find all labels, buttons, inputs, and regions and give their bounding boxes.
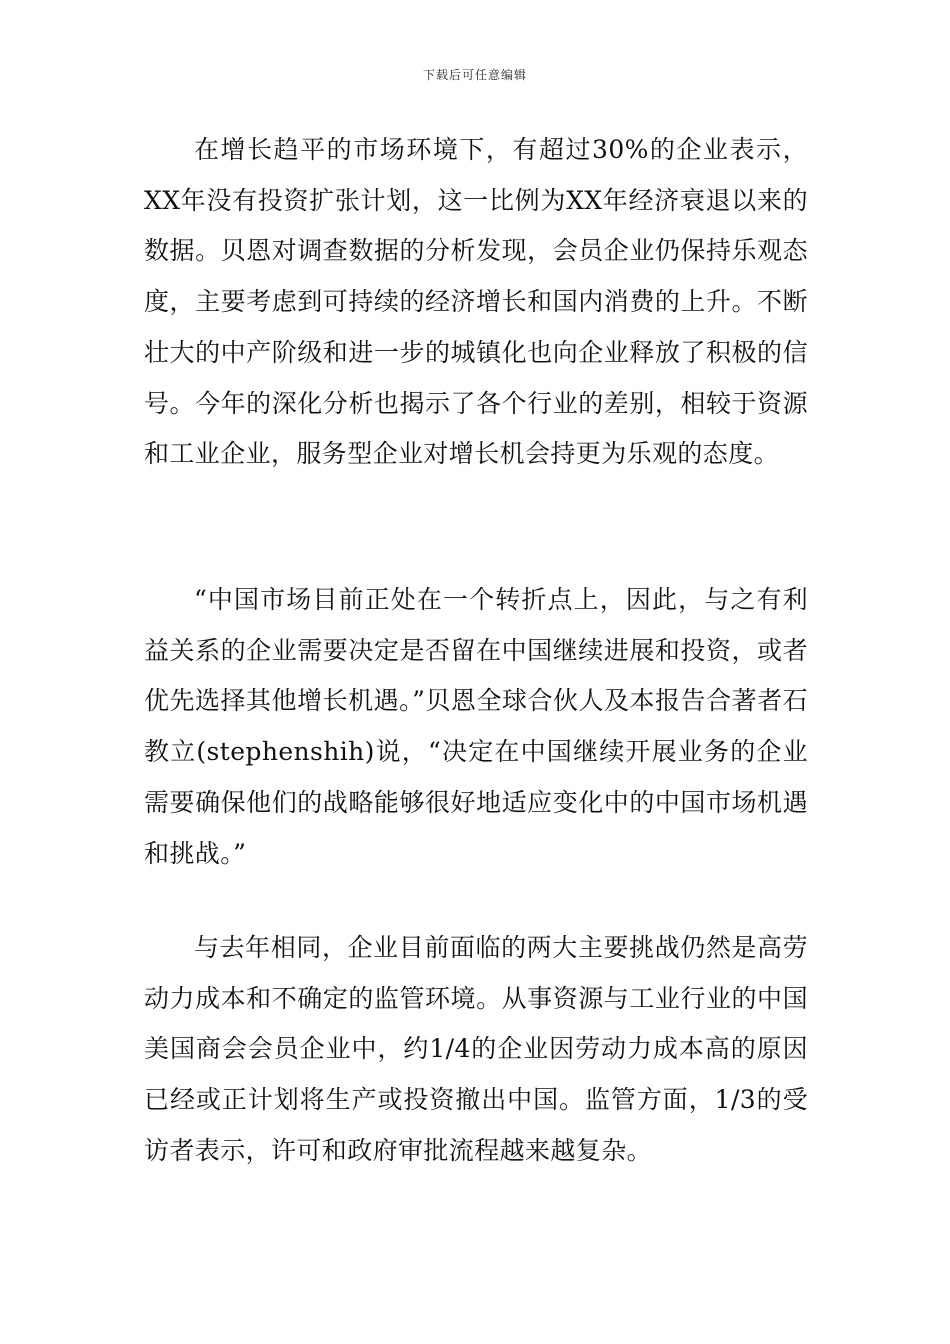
body-paragraph-2: “中国市场目前正处在一个转折点上，因此，与之有利益关系的企业需要决定是否留在中国继续进展和投资，或者优先选择其他增长机遇。”贝恩全球合伙人及本报告合著者石教立(stephenshih)说，“决定在中国继续开展业务的企业需要确保他们的战略能够很好地适应变化中的中国市场机遇和挑战。”: [144, 585, 808, 868]
body-paragraph-1: 在增长趋平的市场环境下，有超过30%的企业表示，XX年没有投资扩张计划，这一比例为XX年经济衰退以来的数据。贝恩对调查数据的分析发现，会员企业仍保持乐观态度，主要考虑到可持续的经济增长和国内消费的上升。不断壮大的中产阶级和进一步的城镇化也向企业释放了积极的信号。今年的深化分析也揭示了各个行业的差别，相较于资源和工业企业，服务型企业对增长机会持更为乐观的态度。: [144, 135, 808, 469]
page-header-note: 下载后可任意编辑: [422, 68, 527, 82]
body-paragraph-3: 与去年相同，企业目前面临的两大主要挑战仍然是高劳动力成本和不确定的监管环境。从事资源与工业行业的中国美国商会会员企业中，约1/4的企业因劳动力成本高的原因已经或正计划将生产或投资撤出中国。监管方面，1/3的受访者表示，许可和政府审批流程越来越复杂。: [144, 933, 808, 1165]
